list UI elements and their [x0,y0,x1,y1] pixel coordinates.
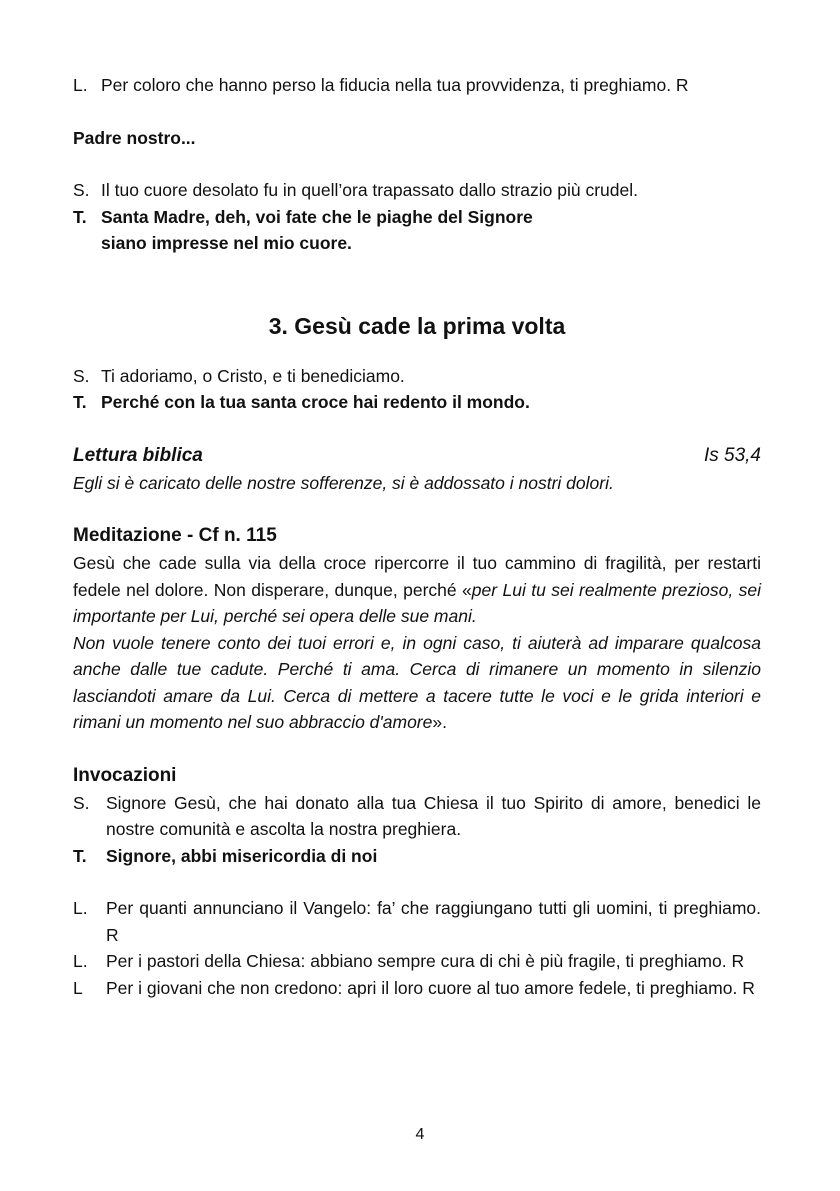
page-content [73,72,761,1001]
meditazione-text [73,550,761,736]
lettura-title: Lettura biblica [73,444,203,466]
list-item [73,948,761,975]
intercession-text: Per coloro che hanno perso la fiducia nella tua provvidenza, ti preghiamo. R [101,75,689,95]
station-title: 3. Gesù cade la prima volta [268,312,566,339]
invocazioni-leader-line [73,790,761,843]
invocazioni-response [73,843,761,870]
stanza-response [73,204,761,257]
list-item-text: Per i giovani che non credono: apri il loro cuore al tuo amore fedele, ti preghiamo. R [106,977,755,998]
lettura-header [73,442,761,470]
meditazione-closing: ». [432,712,447,732]
meditazione-title: Meditazione - Cf n. 115 [73,525,277,546]
reader-marker: L. [73,75,88,95]
adoriamo-response-text: Perché con la tua santa croce hai redento il mondo. [101,392,530,412]
leader-marker: S. [73,180,90,200]
invocazioni-title: Invocazioni [73,764,177,786]
reader-marker: L. [73,898,88,918]
invocazioni-response-text: Signore, abbi misericordia di noi [106,845,378,866]
leader-marker: S. [73,365,90,386]
meditazione-quote-1: per Lui tu sei realmente prezioso, sei importante per Lui, perché sei opera delle sue mani. [73,579,762,626]
page-number: 4 [415,1126,425,1143]
all-marker: T. [73,845,87,866]
padre-nostro: Padre nostro... [73,127,196,148]
list-item [73,975,761,1002]
stanza-response-line-1: Santa Madre, deh, voi fate che le piaghe del Signore [101,206,533,227]
adoriamo-leader-line [73,363,761,390]
intercession-item [73,72,761,99]
reader-marker: L. [73,951,88,971]
invocazioni-leader-text: Signore Gesù, che hai donato alla tua Chiesa il tuo Spirito di amore, benedici le nostre comunità e ascolta la nostra preghiera. [106,792,761,839]
list-item-text: Per quanti annunciano il Vangelo: fa’ che raggiungano tutti gli uomini, ti preghiamo. R [106,898,761,945]
list-item [73,895,761,948]
meditazione-quote-2: Non vuole tenere conto dei tuoi errori e, in ogni caso, ti aiuterà ad imparare qualcosa anche dalle tue cadute. Perché ti ama. Cerca di rimanere un momento in silenzio lasciandoti amare da Lui. Cerca di mettere a tacere tutte le voci e le grida interiori e rimani un momento nel suo abbraccio d'amore [73,632,761,732]
stanza-leader-line [73,177,761,204]
stanza-leader-text: Il tuo cuore desolato fu in quell’ora trapassato dallo strazio più crudel. [101,180,638,200]
reader-marker: L [73,977,83,998]
lettura-reference: Is 53,4 [703,444,761,466]
meditazione-plain: Gesù che cade sulla via della croce ripercorre il tuo cammino di fragilità, per restarti fedele nel dolore. Non disperare, dunque, perché « [73,553,761,600]
stanza-response-line-2: siano impresse nel mio cuore. [101,233,352,253]
all-marker: T. [73,206,87,227]
adoriamo-response [73,389,761,416]
list-item-text: Per i pastori della Chiesa: abbiano sempre cura di chi è più fragile, ti preghiamo. R [106,951,745,971]
lettura-text: Egli si è caricato delle nostre sofferenze, si è addossato i nostri dolori. [73,472,614,493]
all-marker: T. [73,392,87,412]
leader-marker: S. [73,792,90,813]
adoriamo-leader-text: Ti adoriamo, o Cristo, e ti benediciamo. [101,365,405,386]
